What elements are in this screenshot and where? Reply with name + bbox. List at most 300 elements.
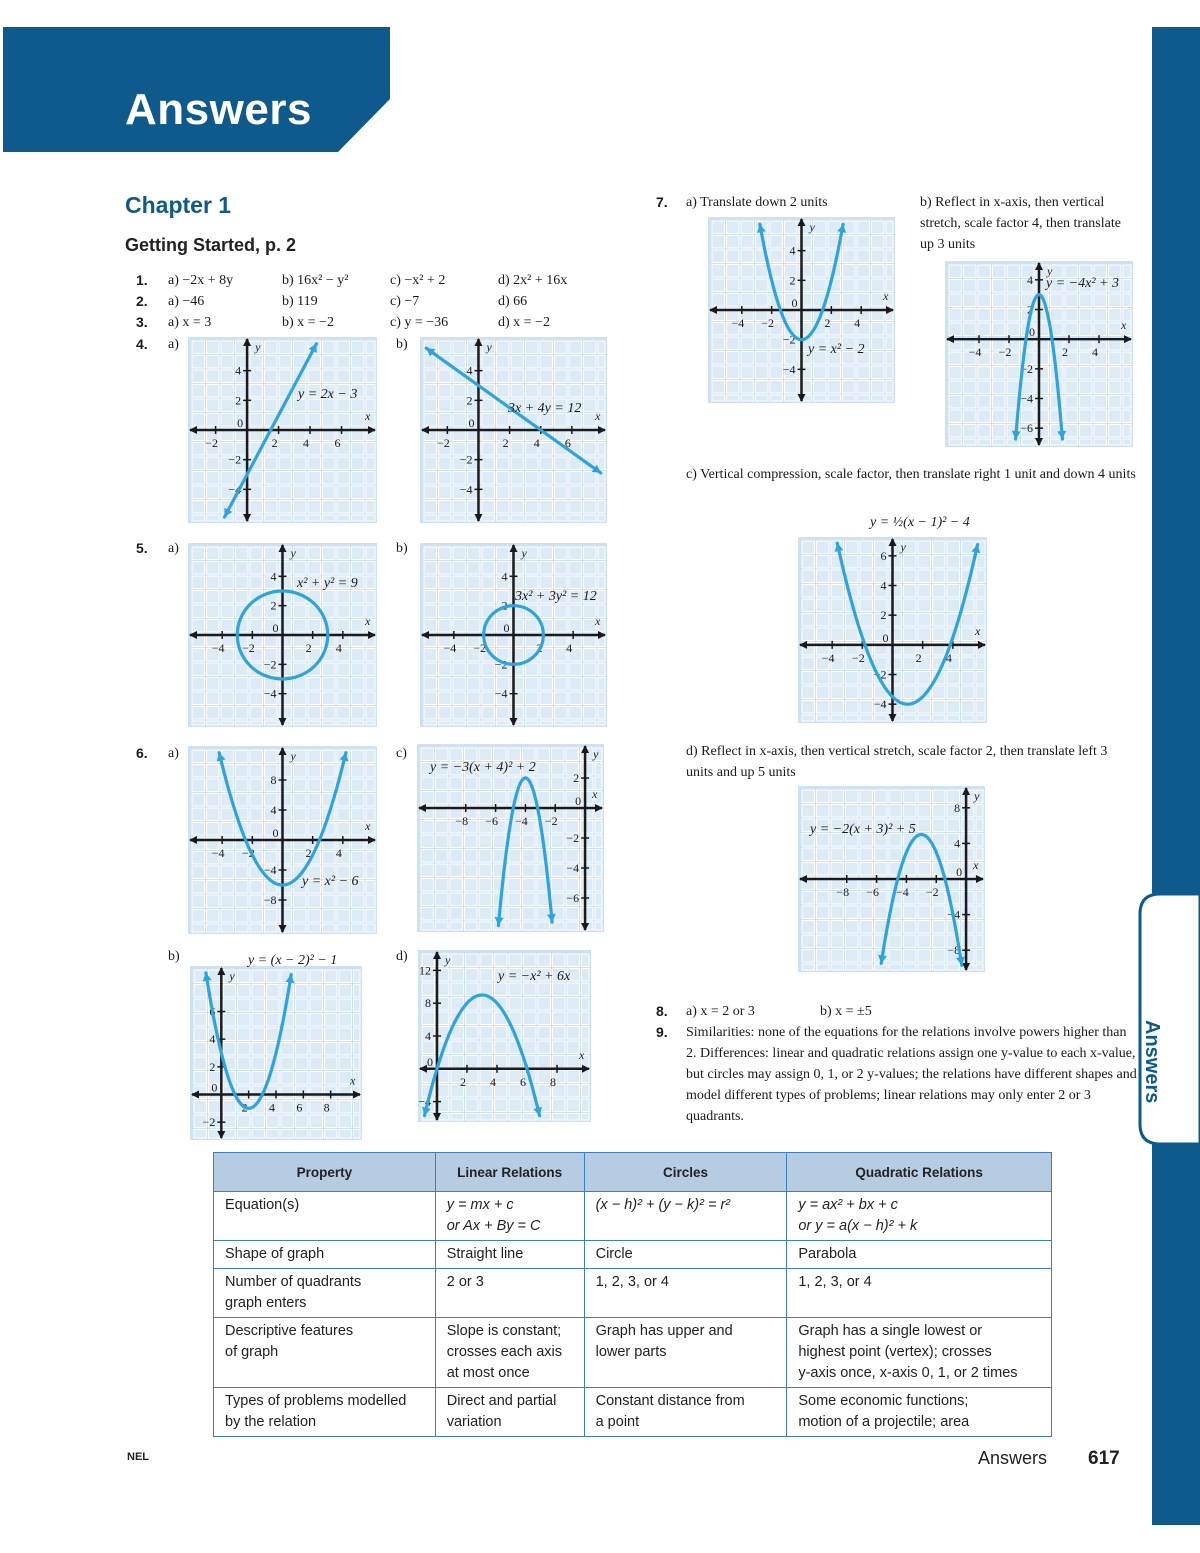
grid-cell xyxy=(281,1057,294,1070)
grid-cell xyxy=(802,906,815,919)
grid-cell xyxy=(875,805,888,818)
x-tick-label: −2 xyxy=(544,814,558,828)
grid-cell xyxy=(325,1130,338,1139)
grid-cell xyxy=(296,1130,309,1139)
grid-cell xyxy=(555,472,568,485)
q8-a: a) x = 2 or 3 xyxy=(686,1004,755,1019)
grid-cell xyxy=(192,443,205,456)
grid-cell xyxy=(323,721,336,725)
x-tick-label: −4 xyxy=(731,316,745,330)
grid-cell xyxy=(310,1043,323,1056)
grid-cell xyxy=(265,501,278,514)
grid-cell xyxy=(595,835,602,848)
grid-cell xyxy=(828,381,841,394)
grid-cell xyxy=(439,414,452,427)
grid-cell xyxy=(439,501,452,514)
grid-cell xyxy=(756,279,769,292)
grid-cell xyxy=(468,721,481,725)
grid-cell xyxy=(450,864,463,877)
grid-cell xyxy=(831,701,844,714)
grid-cell xyxy=(598,692,605,705)
grid-cell xyxy=(555,370,568,383)
grid-cell xyxy=(482,501,495,514)
grid-cell xyxy=(976,657,985,670)
grid-cell xyxy=(207,341,220,354)
grid-cell xyxy=(207,910,220,923)
grid-cell xyxy=(817,892,830,905)
grid-cell xyxy=(194,1014,207,1027)
grid-cell xyxy=(252,970,265,983)
y-tick-label: 2 xyxy=(466,393,473,408)
grid-cell xyxy=(439,486,452,499)
grid-cell xyxy=(337,678,350,691)
y-tick-label: −2 xyxy=(1020,361,1033,376)
grid-cell xyxy=(904,863,917,876)
x-tick-label: 2 xyxy=(460,1074,466,1089)
grid-cell xyxy=(308,414,321,427)
grid-cell xyxy=(581,763,594,776)
grid-cell xyxy=(238,1028,251,1041)
graph-7d xyxy=(798,786,985,972)
grid-cell xyxy=(802,805,815,818)
grid-cell xyxy=(308,924,321,932)
grid-cell xyxy=(802,599,815,612)
grid-cell xyxy=(236,910,249,923)
grid-cell xyxy=(555,649,568,662)
grid-cell xyxy=(540,486,553,499)
grid-cell xyxy=(523,893,536,906)
grid-cell xyxy=(497,721,510,725)
grid-cell xyxy=(581,821,594,834)
grid-cell xyxy=(223,985,236,998)
q3-b: b) x = −2 xyxy=(282,315,334,330)
y-tick-label: 4 xyxy=(270,803,277,817)
grid-cell xyxy=(886,337,893,350)
grid-cell xyxy=(337,341,350,354)
grid-cell xyxy=(279,472,292,485)
grid-cell xyxy=(352,663,365,676)
grid-cell xyxy=(265,356,278,369)
grid-cell xyxy=(584,443,597,456)
grid-cell xyxy=(1109,367,1122,380)
grid-cell xyxy=(439,591,452,604)
y-tick-label: −4 xyxy=(263,863,277,877)
table-row xyxy=(214,1241,1052,1269)
grid-cell xyxy=(323,678,336,691)
grid-cell xyxy=(238,1072,251,1085)
grid-cell xyxy=(265,924,278,932)
grid-cell xyxy=(569,620,582,633)
grid-cell xyxy=(598,576,605,589)
x-tick-label: 2 xyxy=(536,641,543,655)
grid-cell xyxy=(540,370,553,383)
grid-cell xyxy=(421,777,434,790)
grid-cell xyxy=(1109,439,1122,445)
grid-cell xyxy=(352,547,365,560)
grid-cell xyxy=(566,908,579,921)
grid-cell xyxy=(817,715,830,721)
grid-cell xyxy=(192,605,205,618)
x-tick-label: 2 xyxy=(1062,345,1068,360)
grid-cell xyxy=(802,935,815,948)
grid-cell xyxy=(439,707,452,720)
grid-cell xyxy=(482,515,495,521)
grid-cell xyxy=(741,395,754,401)
grid-cell xyxy=(497,515,510,521)
grid-cell xyxy=(352,443,365,456)
x-tick-label: −4 xyxy=(821,650,835,665)
grid-cell xyxy=(1123,352,1131,365)
grid-cell xyxy=(918,715,931,721)
grid-cell xyxy=(540,663,553,676)
grid-cell xyxy=(453,707,466,720)
q7-d: d) Reflect in x-axis, then vertical stretch, scale factor 2, then translate left 3 units and up 5 units xyxy=(686,744,1108,780)
grid-cell xyxy=(857,381,870,394)
grid-cell xyxy=(976,819,983,832)
table-cell: Shape of graph xyxy=(214,1241,436,1269)
grid-cell xyxy=(918,935,931,948)
grid-cell xyxy=(250,808,263,821)
grid-cell xyxy=(337,808,350,821)
grid-cell xyxy=(465,792,478,805)
q2-a: a) −46 xyxy=(168,294,205,309)
table-header: Property xyxy=(214,1153,436,1192)
grid-cell xyxy=(1065,367,1078,380)
grid-cell xyxy=(480,954,493,967)
grid-cell xyxy=(366,692,375,705)
grid-cell xyxy=(595,893,602,906)
grid-cell xyxy=(437,1070,450,1083)
grid-cell xyxy=(508,864,521,877)
x-axis-label: x xyxy=(595,409,601,423)
grid-cell xyxy=(453,515,466,521)
table-cell: Direct and partial variation xyxy=(435,1388,584,1437)
grid-cell xyxy=(872,395,885,401)
grid-cell xyxy=(267,999,280,1012)
answers-tab-label: Answers xyxy=(1141,1020,1163,1104)
grid-cell xyxy=(366,472,375,485)
table-cell: Straight line xyxy=(435,1241,584,1269)
grid-cell xyxy=(552,922,565,930)
grid-cell xyxy=(538,1041,551,1054)
grid-cell xyxy=(843,250,856,263)
grid-cell xyxy=(511,457,524,470)
grid-cell xyxy=(553,1114,566,1121)
y-tick-label: 4 xyxy=(209,1032,216,1047)
grid-cell xyxy=(889,950,902,963)
grid-cell xyxy=(497,341,510,354)
grid-cell xyxy=(308,750,321,763)
grid-cell xyxy=(424,692,437,705)
grid-cell xyxy=(366,385,375,398)
grid-cell xyxy=(450,908,463,921)
grid-cell xyxy=(918,964,931,970)
grid-cell xyxy=(294,895,307,908)
grid-cell xyxy=(831,964,844,970)
grid-cell xyxy=(741,294,754,307)
grid-cell xyxy=(567,1085,580,1098)
y-tick-label: 4 xyxy=(466,363,473,378)
grid-cell xyxy=(785,221,798,234)
grid-cell xyxy=(325,1115,338,1128)
grid-cell xyxy=(933,790,946,803)
grid-cell xyxy=(817,672,830,685)
grid-cell xyxy=(933,628,946,641)
grid-cell xyxy=(281,1115,294,1128)
grid-cell xyxy=(978,367,991,380)
grid-cell xyxy=(354,1130,361,1139)
grid-cell xyxy=(308,895,321,908)
grid-cell xyxy=(552,835,565,848)
x-tick-label: 2 xyxy=(915,650,922,665)
grid-cell xyxy=(238,985,251,998)
x-tick-label: −4 xyxy=(896,885,909,899)
x-tick-label: 6 xyxy=(296,1100,303,1115)
grid-cell xyxy=(207,924,220,932)
x-tick-label: 6 xyxy=(520,1074,526,1089)
grid-cell xyxy=(526,501,539,514)
grid-cell xyxy=(947,541,960,554)
grid-cell xyxy=(976,570,985,583)
grid-cell xyxy=(308,486,321,499)
grid-cell xyxy=(947,585,960,598)
y-tick-label: 6 xyxy=(880,548,887,563)
grid-cell xyxy=(889,964,902,970)
x-axis-label: x xyxy=(365,614,371,628)
grid-cell xyxy=(439,678,452,691)
grid-cell xyxy=(846,805,859,818)
origin-label: 0 xyxy=(791,296,798,310)
grid-cell xyxy=(933,585,946,598)
grid-cell xyxy=(976,686,985,699)
grid-cell xyxy=(581,893,594,906)
grid-cell xyxy=(192,649,205,662)
grid-cell xyxy=(323,547,336,560)
grid-cell xyxy=(846,935,859,948)
grid-cell xyxy=(352,707,365,720)
grid-cell xyxy=(978,410,991,423)
grid-cell xyxy=(524,1027,537,1040)
grid-cell xyxy=(933,541,946,554)
grid-cell xyxy=(889,657,902,670)
table-row xyxy=(214,1318,1052,1388)
table-header: Linear Relations xyxy=(435,1153,584,1192)
y-tick-label: 4 xyxy=(501,569,508,584)
grid-cell xyxy=(223,1043,236,1056)
grid-cell xyxy=(207,356,220,369)
grid-cell xyxy=(279,765,292,778)
grid-cell xyxy=(221,663,234,676)
grid-cell xyxy=(828,294,841,307)
grid-cell xyxy=(567,1056,580,1069)
grid-cell xyxy=(207,515,220,521)
grid-cell xyxy=(192,472,205,485)
grid-cell xyxy=(569,678,582,691)
grid-cell xyxy=(595,850,602,863)
grid-cell xyxy=(223,1130,236,1139)
grid-cell xyxy=(482,591,495,604)
grid-cell xyxy=(192,515,205,521)
grid-cell xyxy=(352,515,365,521)
grid-cell xyxy=(352,356,365,369)
grid-cell xyxy=(207,591,220,604)
grid-cell xyxy=(221,605,234,618)
x-axis-label: x xyxy=(595,614,601,628)
grid-cell xyxy=(817,921,830,934)
grid-cell xyxy=(281,1028,294,1041)
grid-cell xyxy=(524,1012,537,1025)
table-cell: Number of quadrants graph enters xyxy=(214,1269,436,1318)
eq-5a: x² + y² = 9 xyxy=(297,576,358,591)
grid-cell xyxy=(770,352,783,365)
y-tick-label: −2 xyxy=(566,831,580,845)
origin-label: 0 xyxy=(575,794,582,808)
grid-cell xyxy=(323,515,336,521)
grid-cell xyxy=(337,794,350,807)
grid-cell xyxy=(598,486,605,499)
grid-cell xyxy=(236,924,249,932)
grid-cell xyxy=(947,964,960,970)
grid-cell xyxy=(886,395,893,401)
grid-cell xyxy=(497,370,510,383)
grid-cell xyxy=(509,1056,522,1069)
grid-cell xyxy=(323,663,336,676)
x-tick-label: −2 xyxy=(851,650,865,665)
grid-cell xyxy=(538,998,551,1011)
grid-cell xyxy=(962,672,975,685)
grid-cell xyxy=(279,866,292,879)
graph-4a xyxy=(188,337,377,523)
grid-cell xyxy=(279,852,292,865)
grid-cell xyxy=(236,881,249,894)
grid-cell xyxy=(843,279,856,292)
grid-cell xyxy=(424,515,437,521)
eq-7b: y = −4x² + 3 xyxy=(1046,276,1119,291)
grid-cell xyxy=(250,765,263,778)
grid-cell xyxy=(756,337,769,350)
grid-cell xyxy=(1080,323,1093,336)
grid-cell xyxy=(843,323,856,336)
grid-cell xyxy=(712,236,725,249)
grid-cell xyxy=(250,385,263,398)
grid-cell xyxy=(250,678,263,691)
grid-cell xyxy=(466,969,479,982)
grid-cell xyxy=(598,721,605,725)
grid-cell xyxy=(339,1130,352,1139)
x-tick-label: 2 xyxy=(305,846,312,860)
table-cell: Types of problems modelled by the relation xyxy=(214,1388,436,1437)
grid-cell xyxy=(207,501,220,514)
grid-cell xyxy=(860,672,873,685)
grid-cell xyxy=(308,823,321,836)
grid-cell xyxy=(526,620,539,633)
grid-cell xyxy=(250,620,263,633)
grid-cell xyxy=(250,501,263,514)
grid-cell xyxy=(904,950,917,963)
grid-cell xyxy=(595,879,602,892)
grid-cell xyxy=(221,678,234,691)
table-cell: 1, 2, 3, or 4 xyxy=(584,1269,787,1318)
grid-cell xyxy=(540,678,553,691)
grid-cell xyxy=(482,576,495,589)
grid-cell xyxy=(252,1043,265,1056)
grid-cell xyxy=(918,585,931,598)
grid-cell xyxy=(480,969,493,982)
grid-cell xyxy=(569,692,582,705)
grid-cell xyxy=(1007,367,1020,380)
grid-cell xyxy=(964,410,977,423)
grid-cell xyxy=(949,323,962,336)
grid-cell xyxy=(236,562,249,575)
grid-cell xyxy=(526,547,539,560)
grid-cell xyxy=(904,686,917,699)
grid-cell xyxy=(479,908,492,921)
grid-cell xyxy=(337,356,350,369)
grid-cell xyxy=(421,850,434,863)
grid-cell xyxy=(1123,294,1131,307)
y-axis-label: y xyxy=(290,546,296,560)
grid-cell xyxy=(207,895,220,908)
grid-cell xyxy=(250,486,263,499)
grid-cell xyxy=(918,906,931,919)
grid-cell xyxy=(207,881,220,894)
y-tick-label: −4 xyxy=(1020,391,1033,406)
grid-cell xyxy=(552,864,565,877)
grid-cell xyxy=(267,985,280,998)
grid-cell xyxy=(451,954,464,967)
grid-cell xyxy=(337,605,350,618)
grid-cell xyxy=(337,547,350,560)
grid-cell xyxy=(236,794,249,807)
grid-cell xyxy=(553,1056,566,1069)
grid-cell xyxy=(949,352,962,365)
grid-cell xyxy=(526,356,539,369)
grid-cell xyxy=(598,515,605,521)
grid-cell xyxy=(468,678,481,691)
grid-cell xyxy=(831,672,844,685)
grid-cell xyxy=(207,620,220,633)
grid-cell xyxy=(308,707,321,720)
grid-cell xyxy=(857,279,870,292)
grid-cell xyxy=(468,547,481,560)
grid-cell xyxy=(1094,381,1107,394)
grid-cell xyxy=(451,983,464,996)
grid-cell xyxy=(337,515,350,521)
grid-cell xyxy=(296,1072,309,1085)
grid-cell xyxy=(366,678,375,691)
grid-cell xyxy=(872,352,885,365)
grid-cell xyxy=(192,852,205,865)
grid-cell xyxy=(933,935,946,948)
grid-cell xyxy=(192,341,205,354)
grid-cell xyxy=(860,715,873,721)
x-tick-label: −4 xyxy=(968,345,982,360)
grid-cell xyxy=(802,790,815,803)
answers-tab[interactable] xyxy=(1138,893,1200,1145)
table-header: Circles xyxy=(584,1153,787,1192)
grid-cell xyxy=(436,864,449,877)
grid-cell xyxy=(712,352,725,365)
q2-c: c) −7 xyxy=(390,294,420,309)
grid-cell xyxy=(453,356,466,369)
grid-cell xyxy=(947,715,960,721)
grid-cell xyxy=(352,823,365,836)
grid-cell xyxy=(281,1043,294,1056)
grid-cell xyxy=(480,1114,493,1121)
grid-cell xyxy=(1051,309,1064,322)
grid-cell xyxy=(279,356,292,369)
grid-cell xyxy=(294,605,307,618)
